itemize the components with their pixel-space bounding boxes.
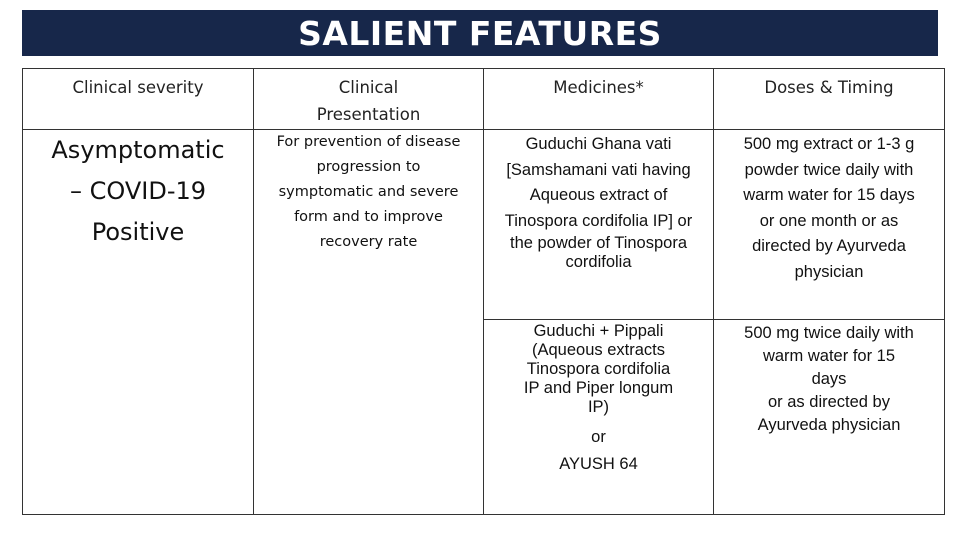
header-row: [23, 69, 945, 130]
medicine-line: [Samshamani vati having: [506, 160, 691, 179]
header-medicines: Medicines*: [484, 69, 714, 130]
medicine-line: the powder of Tinospora: [509, 234, 688, 252]
dose-line: or as directed by: [768, 393, 890, 411]
dose-line: warm water for 15: [762, 347, 896, 365]
presentation-line: For prevention of disease: [276, 134, 461, 150]
table-row: [23, 130, 945, 320]
severity-line: Positive: [91, 218, 185, 246]
dose-line: warm water for 15 days: [743, 186, 915, 204]
severity-cell: [23, 130, 254, 515]
presentation-line: form and to improve: [294, 209, 443, 225]
medicine-line: cordifolia: [565, 253, 632, 271]
presentation-line: recovery rate: [319, 234, 418, 250]
header-clinical-presentation: [254, 69, 484, 130]
dose-cell-guduchi-pippali: [714, 320, 945, 515]
dose-line: 500 mg twice daily with: [744, 324, 914, 342]
medicine-line: IP and Piper longum: [523, 379, 674, 397]
medicine-line: (Aqueous extracts: [532, 341, 665, 359]
severity-line: Asymptomatic: [51, 136, 225, 164]
presentation-line: progression to: [316, 159, 421, 175]
title-banner: [22, 10, 938, 56]
header-clinical-severity: Clinical severity: [23, 69, 254, 130]
medicine-cell-guduchi-pippali: [484, 320, 714, 515]
dose-line: physician: [794, 262, 864, 281]
page-title: SALIENT FEATURES: [298, 13, 662, 53]
header-presentation-line: Presentation: [316, 105, 421, 124]
dose-line: directed by Ayurveda: [752, 237, 906, 255]
header-doses-timing: Doses & Timing: [714, 69, 945, 130]
dose-cell-guduchi-ghana-vati: [714, 130, 945, 320]
severity-line: – COVID-19: [69, 177, 207, 205]
medicine-line: Tinospora cordifolia IP] or: [504, 211, 693, 230]
medicine-line: Aqueous extract of: [529, 186, 668, 204]
dose-line: 500 mg extract or 1-3 g: [743, 135, 915, 153]
medicine-line: Guduchi + Pippali: [533, 322, 664, 340]
medicine-or: or: [591, 428, 606, 446]
medicine-line: Guduchi Ghana vati: [525, 135, 672, 153]
medicine-ayush-64: AYUSH 64: [559, 455, 638, 473]
dose-line: or one month or as: [759, 211, 899, 230]
medicine-line: Tinospora cordifolia: [526, 360, 671, 378]
presentation-cell: [254, 130, 484, 515]
dose-line: Ayurveda physician: [757, 416, 901, 434]
dose-line: days: [811, 370, 847, 388]
medicine-cell-guduchi-ghana-vati: [484, 130, 714, 320]
presentation-line: symptomatic and severe: [278, 184, 459, 200]
features-table: [22, 68, 945, 515]
header-presentation-line: Clinical: [338, 78, 399, 97]
medicine-line: IP): [587, 398, 610, 416]
dose-line: powder twice daily with: [744, 160, 914, 179]
medicine-lines: [488, 322, 709, 417]
